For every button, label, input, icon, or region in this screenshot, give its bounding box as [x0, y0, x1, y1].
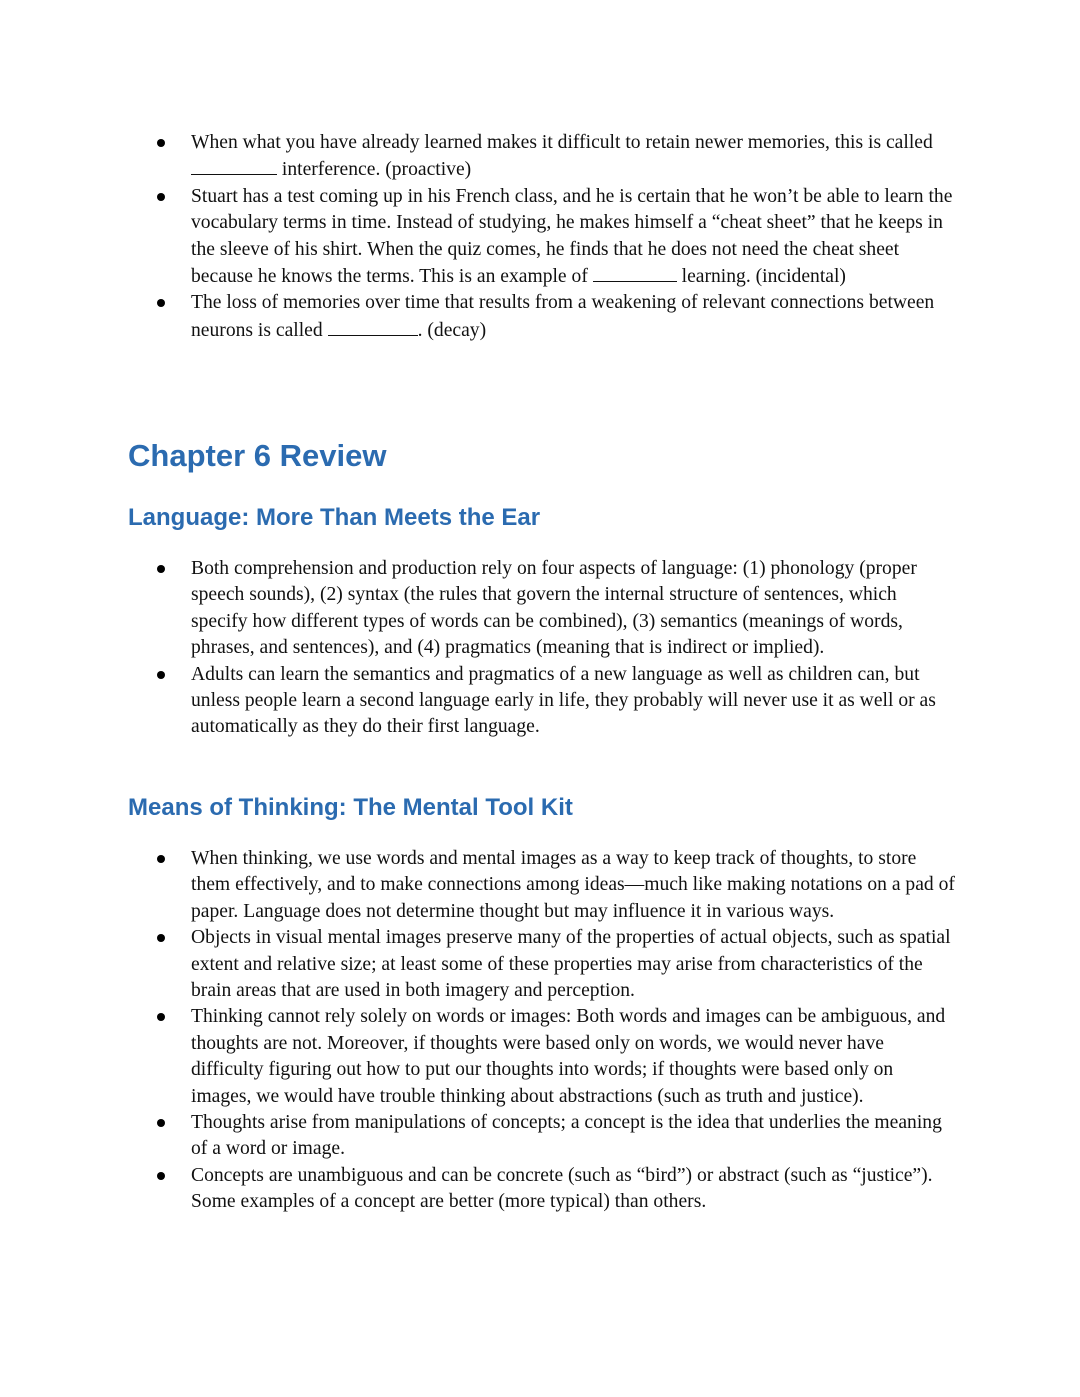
bullet-icon — [157, 299, 165, 307]
list-item — [0, 1110, 1080, 1163]
list-item — [0, 662, 1080, 741]
list-item — [0, 1163, 1080, 1216]
answer-blank — [328, 317, 418, 336]
answer-blank — [191, 156, 277, 175]
list-item — [0, 184, 1080, 291]
bullet-icon — [157, 193, 165, 201]
bullet-text-before: Stuart has a test coming up in his French class, and he is certain that he won’t be able to learn the vocabulary terms in time. Instead of studying, he makes himself a “cheat sheet” that he keeps in the sleeve of his shirt. When the quiz comes, he finds that he does not need the cheat sheet because he knows the terms. This is an example of — [191, 185, 953, 288]
bullet-icon — [157, 671, 165, 679]
bullet-text-after: interference. (proactive) — [277, 159, 472, 181]
bullet-text: Thinking cannot rely solely on words or images: Both words and images can be ambiguous, and thoughts are not. Moreover, if thoughts were based only on words, we would never have difficulty figuring out how to put our thoughts into words; if thoughts were based only on images, we would have trouble thinking about abstractions (such as truth and justice). — [191, 1006, 946, 1107]
bullet-icon — [157, 1172, 165, 1180]
bullet-text: Thoughts arise from manipulations of concepts; a concept is the idea that underlies the meaning of a word or image. — [191, 1112, 942, 1160]
bullet-text: When thinking, we use words and mental images as a way to keep track of thoughts, to store them effectively, and to make connections among ideas—much like making notations on a pad of paper. Language does not determine thought but may influence it in various ways. — [191, 848, 955, 922]
bullet-text: Both comprehension and production rely on four aspects of language: (1) phonology (proper speech sounds), (2) syntax (the rules that govern the internal structure of sentences, which specify how different types of words can be combined), (3) semantics (meanings of words, phrases, and sentences), and (4) pragmatics (meaning that is indirect or implied). — [191, 558, 917, 659]
bullet-icon — [157, 1119, 165, 1127]
section-heading-thinking: Means of Thinking: The Mental Tool Kit — [128, 794, 573, 821]
bullet-text: Objects in visual mental images preserve many of the properties of actual objects, such as spatial extent and relative size; at least some of these properties may arise from characteristics of the brain areas that are used in both imagery and perception. — [191, 927, 951, 1002]
bullet-icon — [157, 139, 165, 147]
bullet-icon — [157, 565, 165, 573]
list-item — [0, 925, 1080, 1004]
list-item — [0, 130, 1080, 184]
bullet-icon — [157, 855, 165, 863]
fill-in-blank-list — [0, 130, 1080, 344]
bullet-text-after: learning. (incidental) — [676, 266, 846, 288]
language-bullet-list — [0, 556, 1080, 741]
bullet-text-before: When what you have already learned makes it difficult to retain newer memories, this is called — [191, 132, 933, 153]
chapter-title: Chapter 6 Review — [128, 438, 387, 473]
list-item — [0, 846, 1080, 925]
bullet-text-before: The loss of memories over time that results from a weakening of relevant connections between neurons is called — [191, 292, 935, 341]
bullet-icon — [157, 1013, 165, 1021]
section-heading-language: Language: More Than Meets the Ear — [128, 504, 541, 531]
bullet-text: Concepts are unambiguous and can be concrete (such as “bird”) or abstract (such as “justice”). Some examples of a concept are better (more typical) than others. — [191, 1164, 933, 1213]
bullet-text-after: . (decay) — [417, 319, 487, 341]
bullet-text: Adults can learn the semantics and pragmatics of a new language as well as children can, but unless people learn a second language early in life, they probably will never use it as well or as automatically as they do their first language. — [191, 663, 936, 738]
thinking-bullet-list — [0, 846, 1080, 1216]
answer-blank — [593, 263, 677, 282]
list-item — [0, 290, 1080, 344]
list-item — [0, 1004, 1080, 1110]
list-item — [0, 556, 1080, 662]
bullet-icon — [157, 934, 165, 942]
